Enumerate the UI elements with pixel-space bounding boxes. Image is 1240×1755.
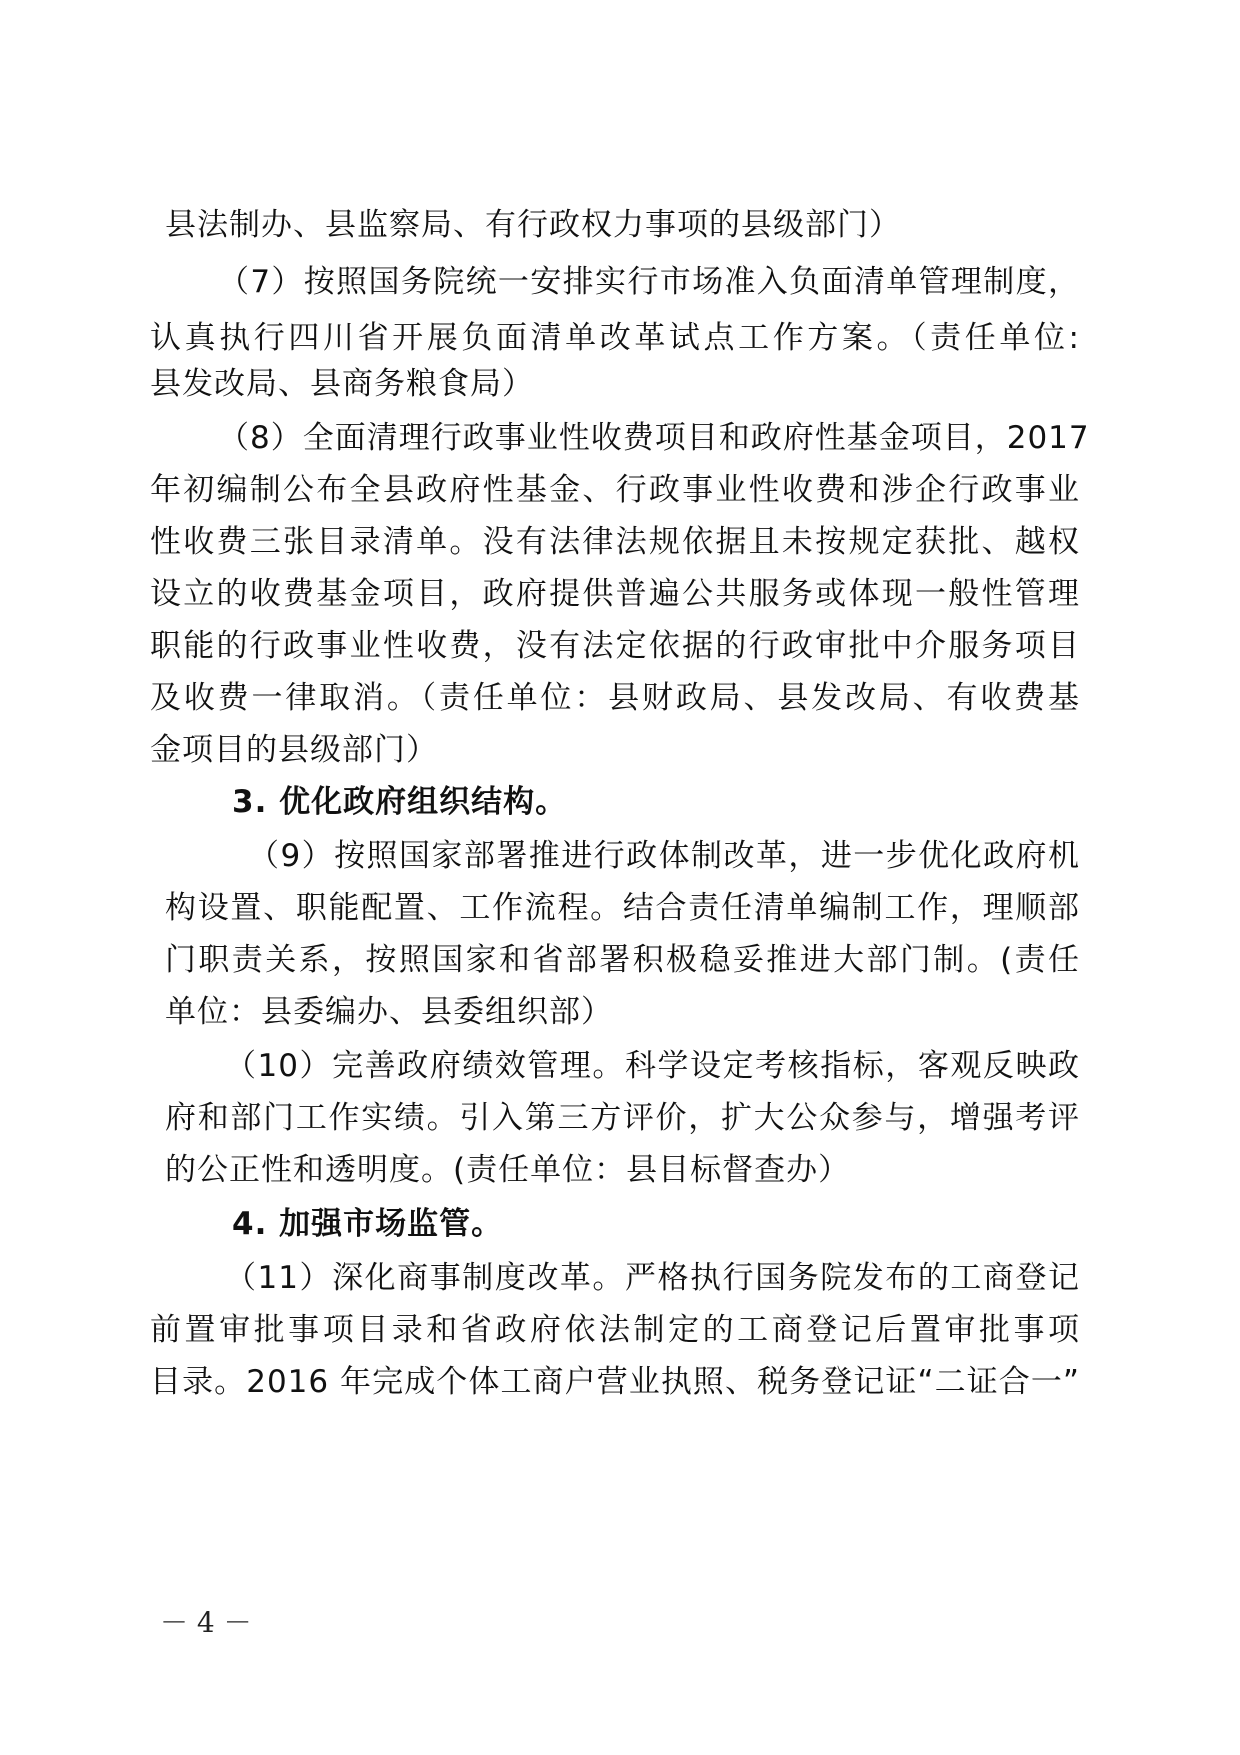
item-10-line-1: （10）完善政府绩效管理。科学设定考核指标，客观反映政 — [225, 1048, 1080, 1084]
item-7-line-1: （7）按照国务院统一安排实行市场准入负面清单管理制度， — [218, 264, 1080, 300]
section-heading-4: 4. 加强市场监管。 — [232, 1206, 504, 1242]
item-9-line-1: （9）按照国家部署推进行政体制改革，进一步优化政府机 — [248, 838, 1080, 874]
item-7-line-3: 县发改局、县商务粮食局） — [150, 366, 534, 402]
item-8-line-5: 职能的行政事业性收费，没有法定依据的行政审批中介服务项目 — [150, 628, 1080, 664]
item-10-line-2: 府和部门工作实绩。引入第三方评价，扩大公众参与，增强考评 — [165, 1100, 1080, 1136]
item-9-line-2: 构设置、职能配置、工作流程。结合责任清单编制工作，理顺部 — [165, 890, 1080, 926]
item-8-line-1: （8）全面清理行政事业性收费项目和政府性基金项目，2017 — [218, 420, 1090, 456]
item-9-line-4: 单位：县委编办、县委组织部） — [165, 994, 613, 1030]
item-11-line-2: 前置审批事项目录和省政府依法制定的工商登记后置审批事项 — [150, 1312, 1080, 1348]
item-8-line-2: 年初编制公布全县政府性基金、行政事业性收费和涉企行政事业 — [150, 472, 1080, 508]
item-8-line-6: 及收费一律取消。（责任单位：县财政局、县发改局、有收费基 — [150, 680, 1080, 716]
item-11-line-3: 目录。2016 年完成个体工商户营业执照、税务登记证“二证合一” — [150, 1364, 1080, 1400]
item-8-line-4: 设立的收费基金项目，政府提供普遍公共服务或体现一般性管理 — [150, 576, 1080, 612]
section-heading-3: 3. 优化政府组织结构。 — [232, 784, 568, 820]
item-8-line-3: 性收费三张目录清单。没有法律法规依据且未按规定获批、越权 — [150, 524, 1080, 560]
item-11-line-1: （11）深化商事制度改革。严格执行国务院发布的工商登记 — [225, 1260, 1080, 1296]
body-line-1: 县法制办、县监察局、有行政权力事项的县级部门） — [165, 207, 901, 243]
page-number: － 4 － — [160, 1606, 252, 1639]
item-8-line-7: 金项目的县级部门） — [150, 732, 438, 768]
item-7-line-2: 认真执行四川省开展负面清单改革试点工作方案。（责任单位: — [150, 320, 1080, 356]
item-10-line-3: 的公正性和透明度。(责任单位：县目标督查办） — [165, 1152, 851, 1188]
item-9-line-3: 门职责关系，按照国家和省部署积极稳妥推进大部门制。(责任 — [165, 942, 1080, 978]
